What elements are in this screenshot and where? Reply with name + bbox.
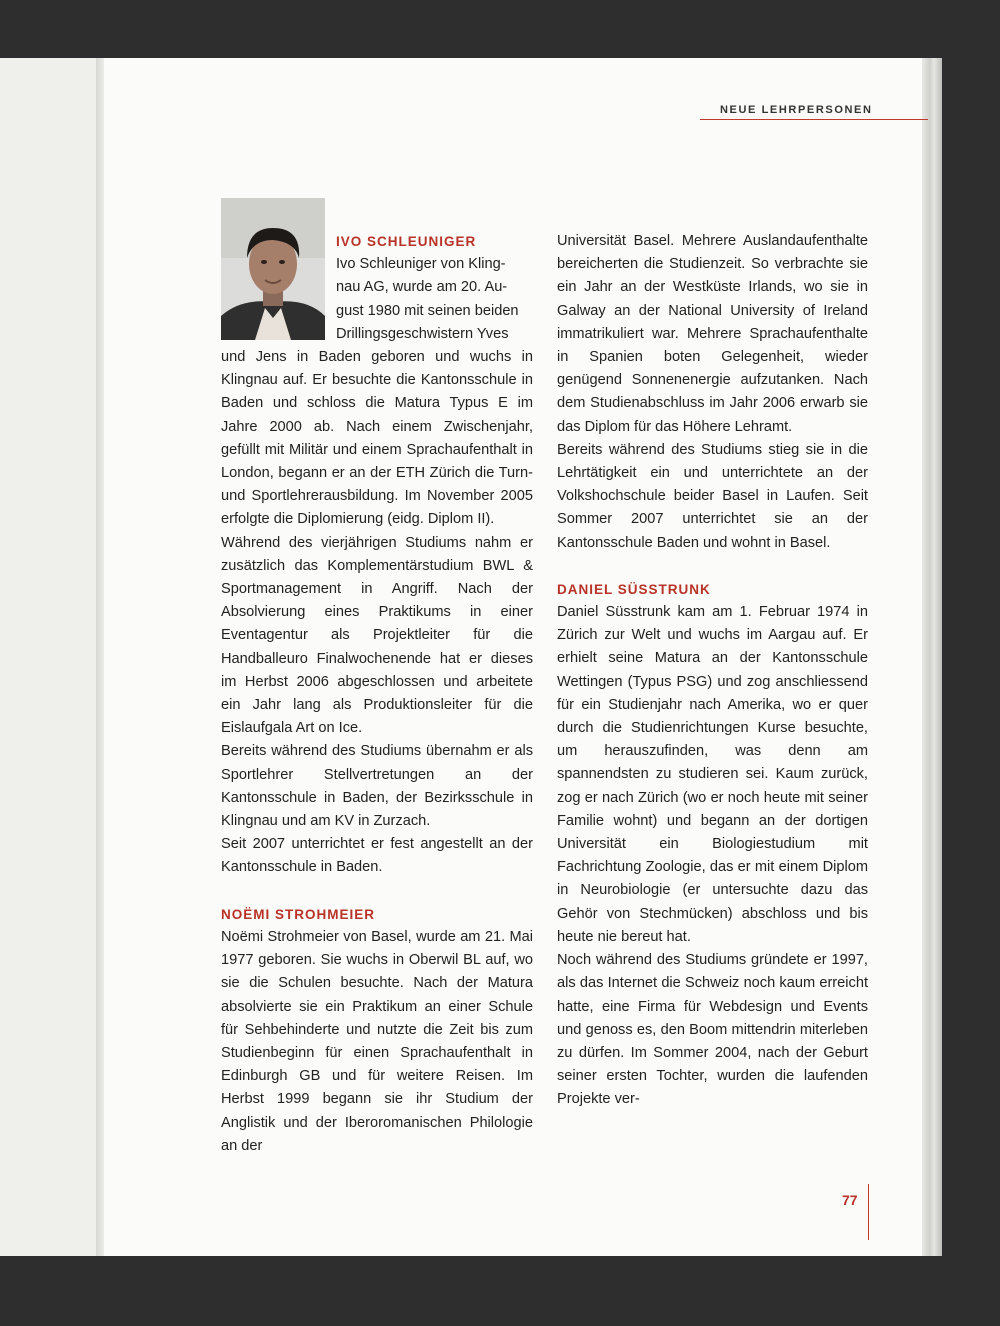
ivo-wrap-line-4: Drillingsgeschwistern Yves [336,325,509,342]
section-gap [221,880,533,903]
noemi-paragraph-2: Universität Basel. Mehrere Auslandaufenthalte bereicherten die Studienzeit. So verbrachte sie ein Jahr an der Westküste Irlands, wo sie in Galway an der National University of Ireland immatrikuliert war. Mehrere Sprachaufenthalte in Spanien boten Gelegenheit, wieder genügend Sonnenenergie aufzutanken. Nach dem Studienabschluss im Jahr 2006 erwarb sie das Diplom für das Höhere Lehramt. [557,233,868,435]
ivo-wrap-block [221,230,533,346]
ivo-paragraph-3: Bereits während des Studiums übernahm er als Sportlehrer Stellvertretungen an der Kantonsschule in Baden, der Bezirksschule in Klingnau und am KV in Zurzach. [221,743,533,830]
ivo-paragraph-2: Während des vierjährigen Studiums nahm er zusätzlich das Komplementärstudium BWL & Sportmanagement in Angriff. Nach der Absolvierung eines Praktikums in einer Eventagentur als Projektleiter für die Handballeuro Finalwochenende hat er dieses im Herbst 2006 abgeschlossen und arbeitete ein Jahr lang als Produktionsleiter für die Eislaufgala Art on Ice. [221,534,533,737]
daniel-paragraph-2: Noch während des Studiums gründete er 1997, als das Internet die Schweiz noch kaum erreicht hatte, eine Firma für Webdesign und Events und genoss es, den Boom mittendrin miterleben zu dürfen. Im Sommer 2004, nach der Geburt seiner ersten Tochter, wurden die laufenden Projekte ver- [557,952,868,1108]
heading-ivo-schleuniger: IVO SCHLEUNIGER [336,234,477,249]
running-head: NEUE LEHRPERSONEN [720,104,873,116]
ivo-wrap-line-1: Ivo Schleuniger von Kling- [336,256,506,273]
ivo-wrap-line-3: gust 1980 mit seinen beiden [336,302,519,319]
heading-daniel-suesstrunk: DANIEL SÜSSTRUNK [557,581,711,597]
section-gap [557,555,868,578]
right-column [557,230,868,1112]
page-stack-edge [922,58,942,1256]
daniel-paragraph-1: Daniel Süsstrunk kam am 1. Februar 1974 in Zürich zur Welt und wuchs im Aargau auf. Er erhielt seine Matura an der Kantonsschule Wettingen (Typus PSG) und zog anschliessend für ein Studienjahr nach Amerika, wo er quer durch die Studienrichtungen Kurse besuchte, um herauszufinden, was denn am spannendsten zu studieren sei. Kaum zurück, zog er nach Zürich (wo er noch heute mit seiner Familie wohnt) und begann an der dortigen Universität ein Biologiestudium mit Fachrichtung Zoologie, das er mit einem Diplom in Neurobiologie (er untersuchte dazu das Gehör von Stechmücken) abschloss und bis heute nie bereut hat. [557,604,868,945]
page-number-rule [868,1184,869,1240]
previous-page-edge [0,58,104,1256]
noemi-paragraph-1: Noëmi Strohmeier von Basel, wurde am 21. Mai 1977 geboren. Sie wuchs in Oberwil BL auf, wo sie die Schulen besuchte. Nach der Matura absolvierte sie ein Praktikum an einer Schule für Sehbehinderte und nutzte die Zeit bis zum Studienbeginn für einen Sprachaufenthalt in Edinburgh GB und für weitere Reisen. Im Herbst 1999 begann sie ihr Studium der Anglistik und der Iberoromanischen Philologie an der [221,928,533,1154]
left-column [221,230,533,1158]
ivo-wrap-line-2: nau AG, wurde am 20. Au- [336,279,508,296]
running-head-rule [700,119,928,120]
heading-noemi-strohmeier: NOËMI STROHMEIER [221,906,376,922]
ivo-paragraph-1: und Jens in Baden geboren und wuchs in Klingnau auf. Er besuchte die Kantonsschule in Baden und schloss die Matura Typus E im Jahre 2000 ab. Nach einem Zwischenjahr, gefüllt mit Militär und einem Sprachaufenthalt in London, begann er an der ETH Zürich die Turn- und Sportlehrerausbildung. Im November 2005 erfolgte die Diplomierung (eidg. Diplom II). [221,349,533,528]
page-number: 77 [842,1192,858,1208]
ivo-paragraph-4: Seit 2007 unterrichtet er fest angestellt an der Kantonsschule in Baden. [221,836,533,876]
noemi-paragraph-3: Bereits während des Studiums stieg sie in die Lehrtätigkeit ein und unterrichtete an der Volkshochschule beider Basel in Laufen. Seit Sommer 2007 unterrichtet sie an der Kantonsschule Baden und wohnt in Basel. [557,441,868,551]
